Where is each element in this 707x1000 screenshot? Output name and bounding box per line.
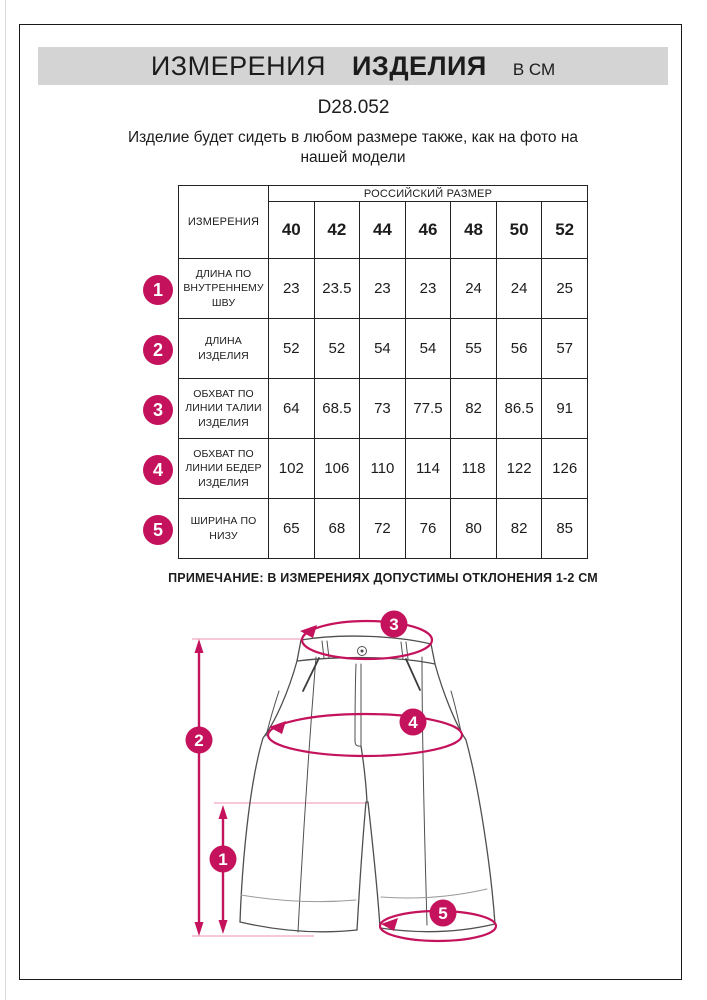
measurement-label: ШИРИНА ПО НИЗУ	[179, 499, 269, 559]
table-row	[179, 379, 588, 439]
fit-subtitle: Изделие будет сидеть в любом размере также, как на фото на нашей модели	[127, 129, 579, 167]
right-outer-seam	[435, 664, 495, 924]
dim2-arrow-up	[195, 639, 204, 653]
row-number-badge: 3	[143, 395, 173, 425]
table-row	[179, 319, 588, 379]
diagram-callout-4	[400, 709, 427, 736]
hip-ellipse-arrow	[269, 721, 286, 734]
left-outer-seam	[240, 661, 297, 922]
measurement-label: ОБХВАТ ПО ЛИНИИ БЕДЕР ИЗДЕЛИЯ	[179, 439, 269, 499]
measurement-value: 52	[314, 319, 360, 379]
measurement-value: 86.5	[496, 379, 542, 439]
table-row	[179, 499, 588, 559]
callout-5-number: 5	[438, 904, 448, 923]
diagram-callout-1	[210, 846, 237, 873]
page-title	[38, 47, 668, 85]
measurement-value: 114	[405, 439, 451, 499]
size-column-header: 40	[269, 202, 315, 259]
measurement-value: 82	[496, 499, 542, 559]
dim2-arrow-down	[195, 922, 204, 936]
size-column-header: 44	[360, 202, 406, 259]
callout-2-number: 2	[194, 731, 204, 750]
row-number-badge: 1	[143, 275, 173, 305]
dim1-arrow-up	[219, 805, 228, 819]
measurement-value: 52	[269, 319, 315, 379]
measurement-value: 68.5	[314, 379, 360, 439]
title-word-product: ИЗДЕЛИЯ	[352, 51, 487, 81]
measurement-value: 82	[451, 379, 497, 439]
measurement-value: 85	[542, 499, 588, 559]
article-number: D28.052	[317, 97, 390, 118]
title-unit-cm: В СМ	[512, 60, 556, 79]
size-table	[178, 185, 588, 559]
shorts-technical-sketch	[150, 595, 550, 972]
hip-measure-ellipse	[268, 714, 462, 756]
measurement-value: 91	[542, 379, 588, 439]
title-word-measurements: ИЗМЕРЕНИЯ	[150, 51, 326, 81]
size-column-header: 42	[314, 202, 360, 259]
measurement-value: 56	[496, 319, 542, 379]
measurement-value: 122	[496, 439, 542, 499]
shorts-sketch-svg	[150, 595, 550, 967]
measurement-value: 73	[360, 379, 406, 439]
measurement-value: 23	[269, 259, 315, 319]
table-row	[179, 259, 588, 319]
diagram-callout-2	[186, 727, 213, 754]
fly-stitch	[355, 664, 361, 746]
measurement-value: 64	[269, 379, 315, 439]
center-front-seam	[361, 746, 367, 802]
diagram-callout-5	[430, 900, 457, 927]
measurement-value: 54	[405, 319, 451, 379]
shorts-outline	[240, 636, 495, 932]
left-inner-seam	[357, 802, 366, 930]
right-crease-line	[422, 657, 427, 925]
measurement-value: 57	[542, 319, 588, 379]
corner-header: ИЗМЕРЕНИЯ	[179, 186, 269, 259]
measurement-value: 77.5	[405, 379, 451, 439]
size-column-header: 52	[542, 202, 588, 259]
measurement-value: 126	[542, 439, 588, 499]
dim1-arrow-down	[219, 920, 228, 934]
row-number-badge: 2	[143, 335, 173, 365]
diagram-callout-3	[381, 611, 408, 638]
measurement-value: 23	[405, 259, 451, 319]
measurement-value: 55	[451, 319, 497, 379]
left-crease-line	[298, 657, 316, 932]
measurement-value: 102	[269, 439, 315, 499]
waist-button-dot	[361, 650, 364, 653]
size-column-header: 46	[405, 202, 451, 259]
row-number-badge: 5	[143, 515, 173, 545]
left-pleat	[303, 658, 319, 691]
page-edge-line	[5, 0, 6, 1000]
measurement-value: 68	[314, 499, 360, 559]
measurement-value: 24	[496, 259, 542, 319]
right-inner-seam	[368, 802, 380, 928]
right-pleat	[406, 659, 420, 690]
measurement-value: 80	[451, 499, 497, 559]
right-hem-fold-line	[381, 889, 487, 898]
measurement-value: 54	[360, 319, 406, 379]
row-number-badge: 4	[143, 455, 173, 485]
measurement-value: 110	[360, 439, 406, 499]
tolerance-note: ПРИМЕЧАНИЕ: В ИЗМЕРЕНИЯХ ДОПУСТИМЫ ОТКЛОНЕНИЯ 1-2 СМ	[168, 571, 598, 585]
measurement-value: 25	[542, 259, 588, 319]
measurement-value: 118	[451, 439, 497, 499]
measurement-value: 72	[360, 499, 406, 559]
measurement-value: 23	[360, 259, 406, 319]
measurement-value: 76	[405, 499, 451, 559]
measurement-label: ДЛИНА ПО ВНУТРЕННЕМУ ШВУ	[179, 259, 269, 319]
dimension-total-length	[195, 639, 204, 936]
callout-4-number: 4	[408, 713, 418, 732]
size-table-area	[143, 185, 588, 559]
measurement-value: 24	[451, 259, 497, 319]
measurement-value: 23.5	[314, 259, 360, 319]
measurement-value: 106	[314, 439, 360, 499]
callout-3-number: 3	[389, 615, 399, 634]
left-hem-fold-line	[241, 895, 356, 902]
measurement-value: 65	[269, 499, 315, 559]
table-row	[179, 439, 588, 499]
callout-1-number: 1	[218, 850, 228, 869]
size-column-header: 50	[496, 202, 542, 259]
size-column-header: 48	[451, 202, 497, 259]
measurement-label: ОБХВАТ ПО ЛИНИИ ТАЛИИ ИЗДЕЛИЯ	[179, 379, 269, 439]
measurement-label: ДЛИНА ИЗДЕЛИЯ	[179, 319, 269, 379]
size-group-header: РОССИЙСКИЙ РАЗМЕР	[269, 186, 588, 202]
